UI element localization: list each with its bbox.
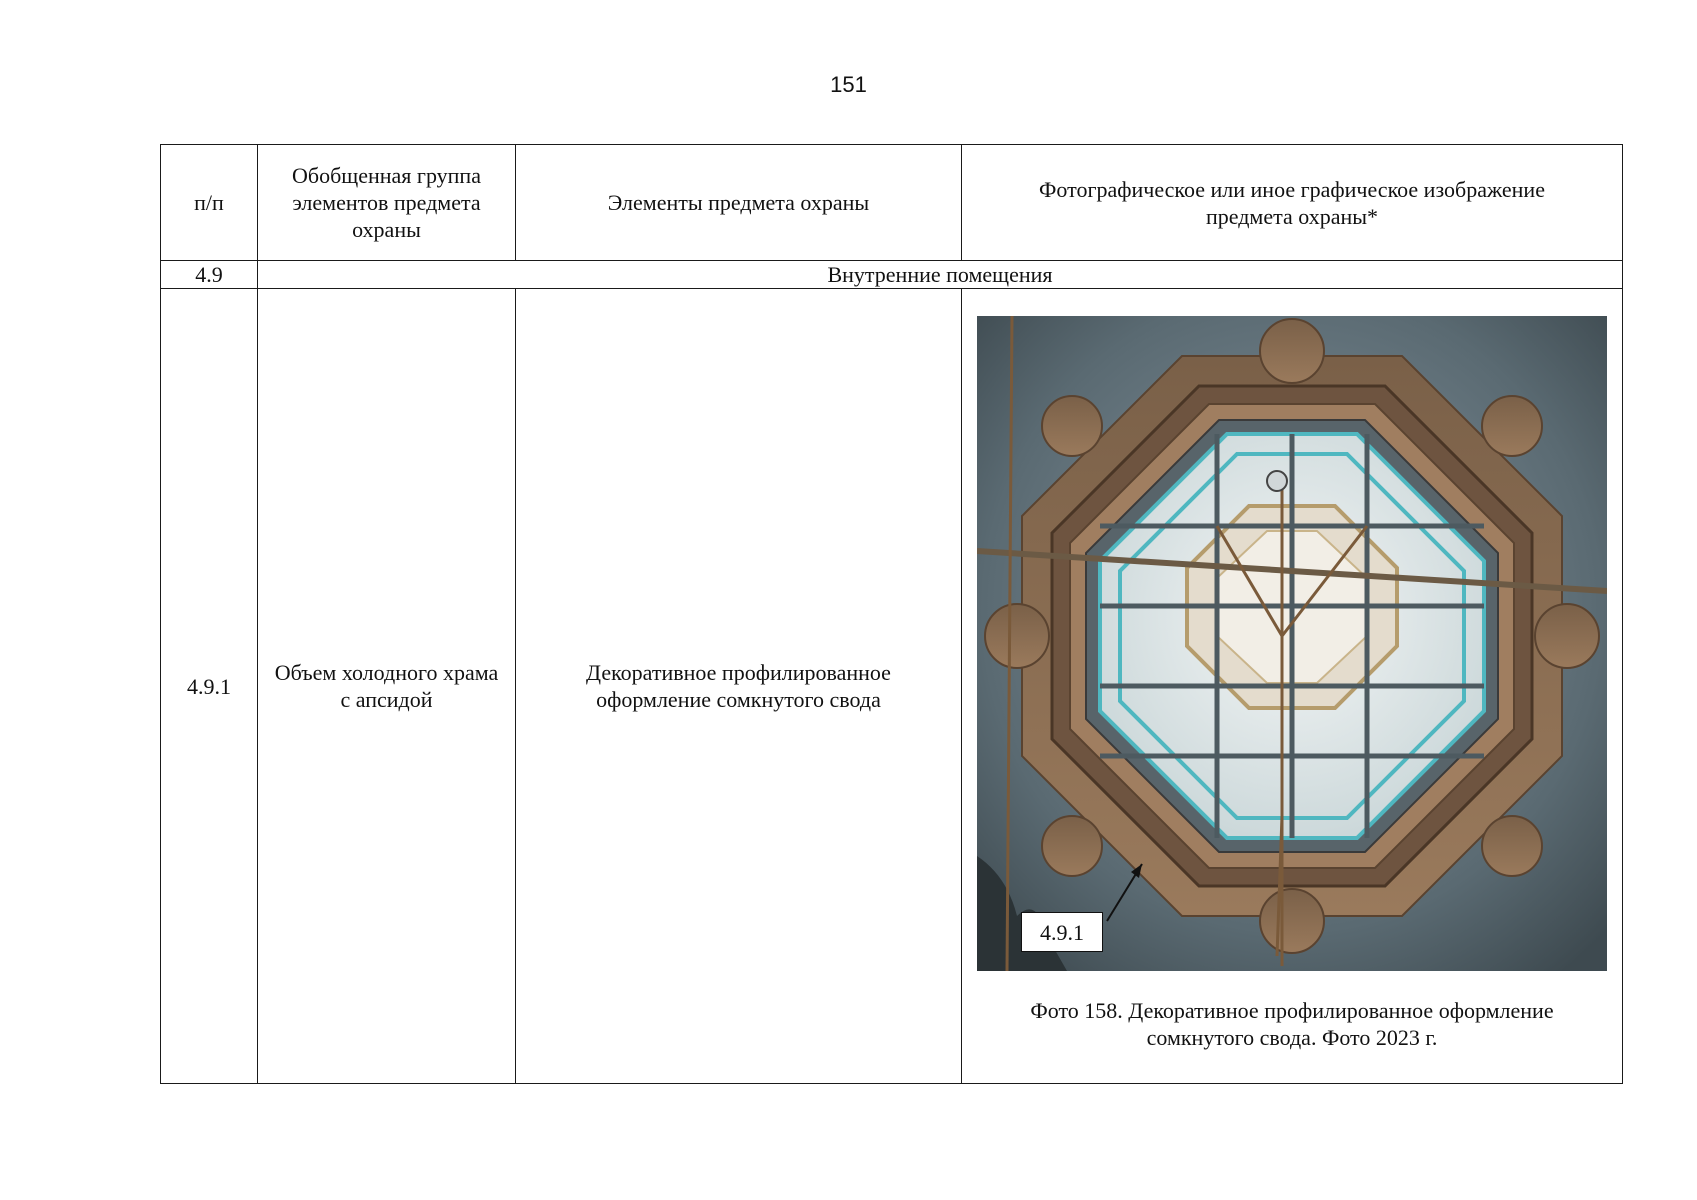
- photo-callout-label: 4.9.1: [1021, 912, 1103, 952]
- table-row: [161, 289, 1623, 1084]
- header-image: Фотографическое или иное графическое изображение предмета охраны*: [962, 145, 1623, 261]
- heritage-elements-table: [160, 144, 1623, 1084]
- section-row: [161, 261, 1623, 289]
- header-group: Обобщенная группа элементов предмета охраны: [258, 145, 516, 261]
- section-title: Внутренние помещения: [258, 261, 1623, 289]
- vault-photo-illustration: [977, 316, 1607, 971]
- row-group: Объем холодного храма с апсидой: [258, 289, 516, 1084]
- table-header-row: [161, 145, 1623, 261]
- row-photo-cell: [962, 289, 1623, 1084]
- header-elements: Элементы предмета охраны: [516, 145, 962, 261]
- row-element: Декоративное профилированное оформление сомкнутого свода: [516, 289, 962, 1084]
- row-number: 4.9.1: [161, 289, 258, 1084]
- photo-caption: Фото 158. Декоративное профилированное оформление сомкнутого свода. Фото 2023 г.: [1030, 998, 1554, 1050]
- vault-photo: [977, 316, 1607, 971]
- header-number: п/п: [161, 145, 258, 261]
- page-number: 151: [830, 72, 867, 97]
- section-number: 4.9: [161, 261, 258, 289]
